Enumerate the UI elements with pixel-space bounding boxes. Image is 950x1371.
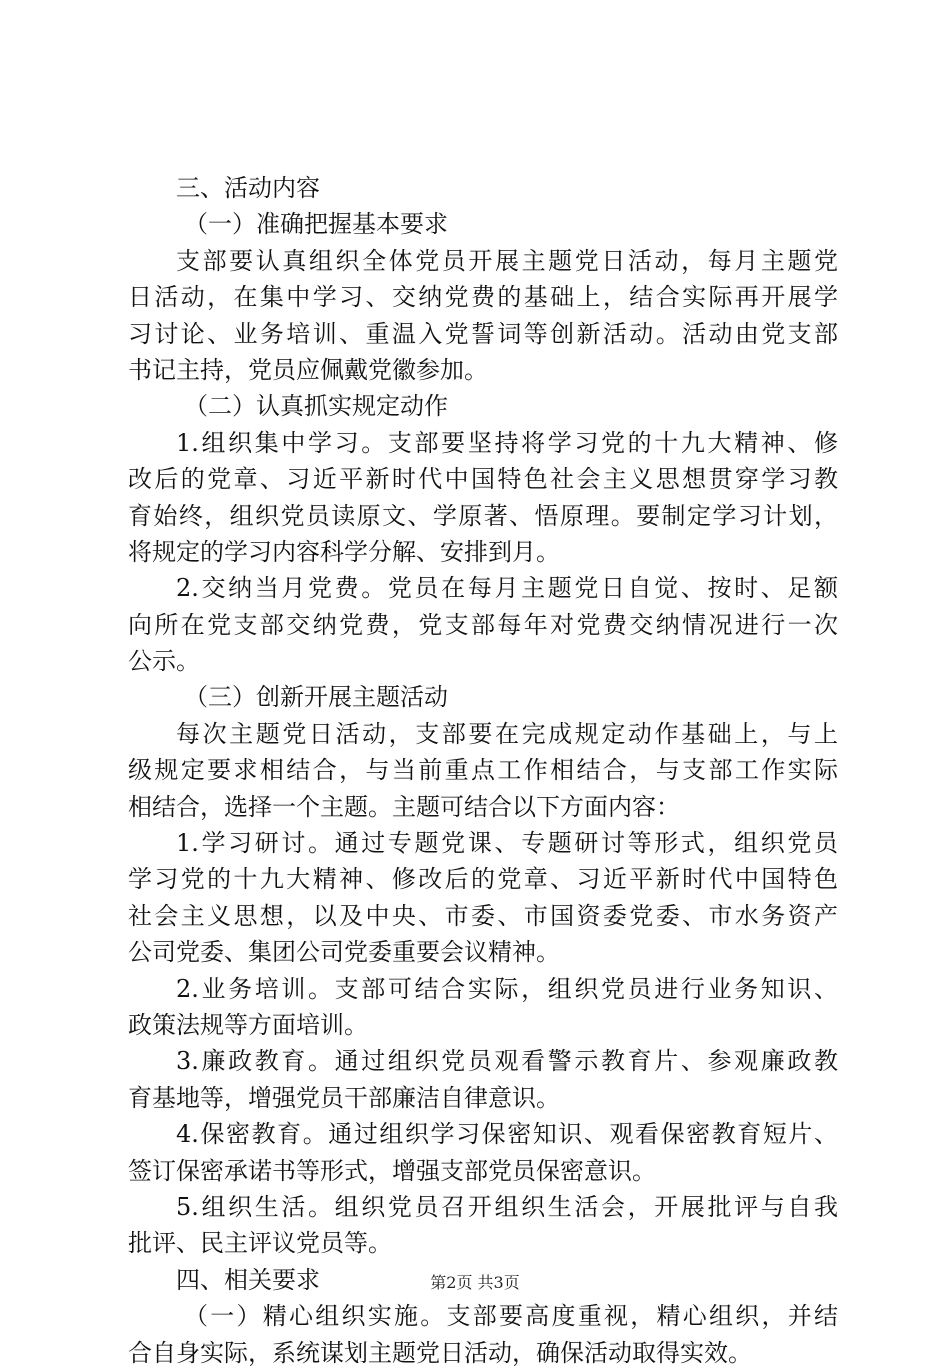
text-line: 每次主题党日活动，支部要在完成规定动作基础上，与上 — [176, 719, 838, 748]
text-line: 日活动，在集中学习、交纳党费的基础上，结合实际再开展学 — [128, 283, 838, 312]
text-line: 育始终，组织党员读原文、学原著、悟原理。要制定学习计划， — [128, 501, 838, 530]
text-line: 社会主义思想，以及中央、市委、市国资委党委、市水务资产 — [128, 901, 838, 930]
text-line: 习讨论、业务培训、重温入党誓词等创新活动。活动由党支部 — [128, 319, 838, 348]
text-line: 1.组织集中学习。支部要坚持将学习党的十九大精神、修 — [176, 428, 838, 457]
section-heading: （一）准确把握基本要求 — [184, 210, 448, 239]
section-heading: （三）创新开展主题活动 — [184, 683, 448, 712]
text-line: 书记主持，党员应佩戴党徽参加。 — [128, 355, 488, 384]
text-line: 支部要认真组织全体党员开展主题党日活动，每月主题党 — [176, 246, 838, 275]
text-line: 级规定要求相结合，与当前重点工作相结合，与支部工作实际 — [128, 756, 838, 785]
text-line: 相结合，选择一个主题。主题可结合以下方面内容： — [128, 792, 680, 821]
page-footer: 第2页 共3页 — [430, 1273, 520, 1292]
document-body — [128, 170, 838, 1371]
text-line: 政策法规等方面培训。 — [128, 1010, 368, 1039]
section-heading: （二）认真抓实规定动作 — [184, 392, 448, 421]
text-line: 向所在党支部交纳党费，党支部每年对党费交纳情况进行一次 — [128, 610, 838, 639]
text-line: 批评、民主评议党员等。 — [128, 1229, 392, 1258]
text-line: 3.廉政教育。通过组织党员观看警示教育片、参观廉政教 — [176, 1047, 838, 1076]
text-line: 改后的党章、习近平新时代中国特色社会主义思想贯穿学习教 — [128, 465, 838, 494]
text-line: 1.学习研讨。通过专题党课、专题研讨等形式，组织党员 — [176, 829, 838, 858]
text-line: 公示。 — [128, 647, 200, 676]
text-line: 育基地等，增强党员干部廉洁自律意识。 — [128, 1083, 560, 1112]
section-heading: 四、相关要求 — [176, 1265, 320, 1294]
text-line: 签订保密承诺书等形式，增强支部党员保密意识。 — [128, 1156, 656, 1185]
text-line: 将规定的学习内容科学分解、安排到月。 — [128, 537, 560, 566]
text-line: 合自身实际，系统谋划主题党日活动，确保活动取得实效。 — [128, 1338, 752, 1367]
text-line: 公司党委、集团公司党委重要会议精神。 — [128, 938, 560, 967]
text-line: 5.组织生活。组织党员召开组织生活会，开展批评与自我 — [176, 1192, 838, 1221]
text-line: 学习党的十九大精神、修改后的党章、习近平新时代中国特色 — [128, 865, 838, 894]
text-line: 2.交纳当月党费。党员在每月主题党日自觉、按时、足额 — [176, 574, 838, 603]
text-line: 2.业务培训。支部可结合实际，组织党员进行业务知识、 — [176, 974, 838, 1003]
text-line: 4.保密教育。通过组织学习保密知识、观看保密教育短片、 — [176, 1120, 838, 1149]
text-line: （一）精心组织实施。支部要高度重视，精心组织，并结 — [184, 1302, 838, 1331]
section-heading: 三、活动内容 — [176, 174, 320, 202]
